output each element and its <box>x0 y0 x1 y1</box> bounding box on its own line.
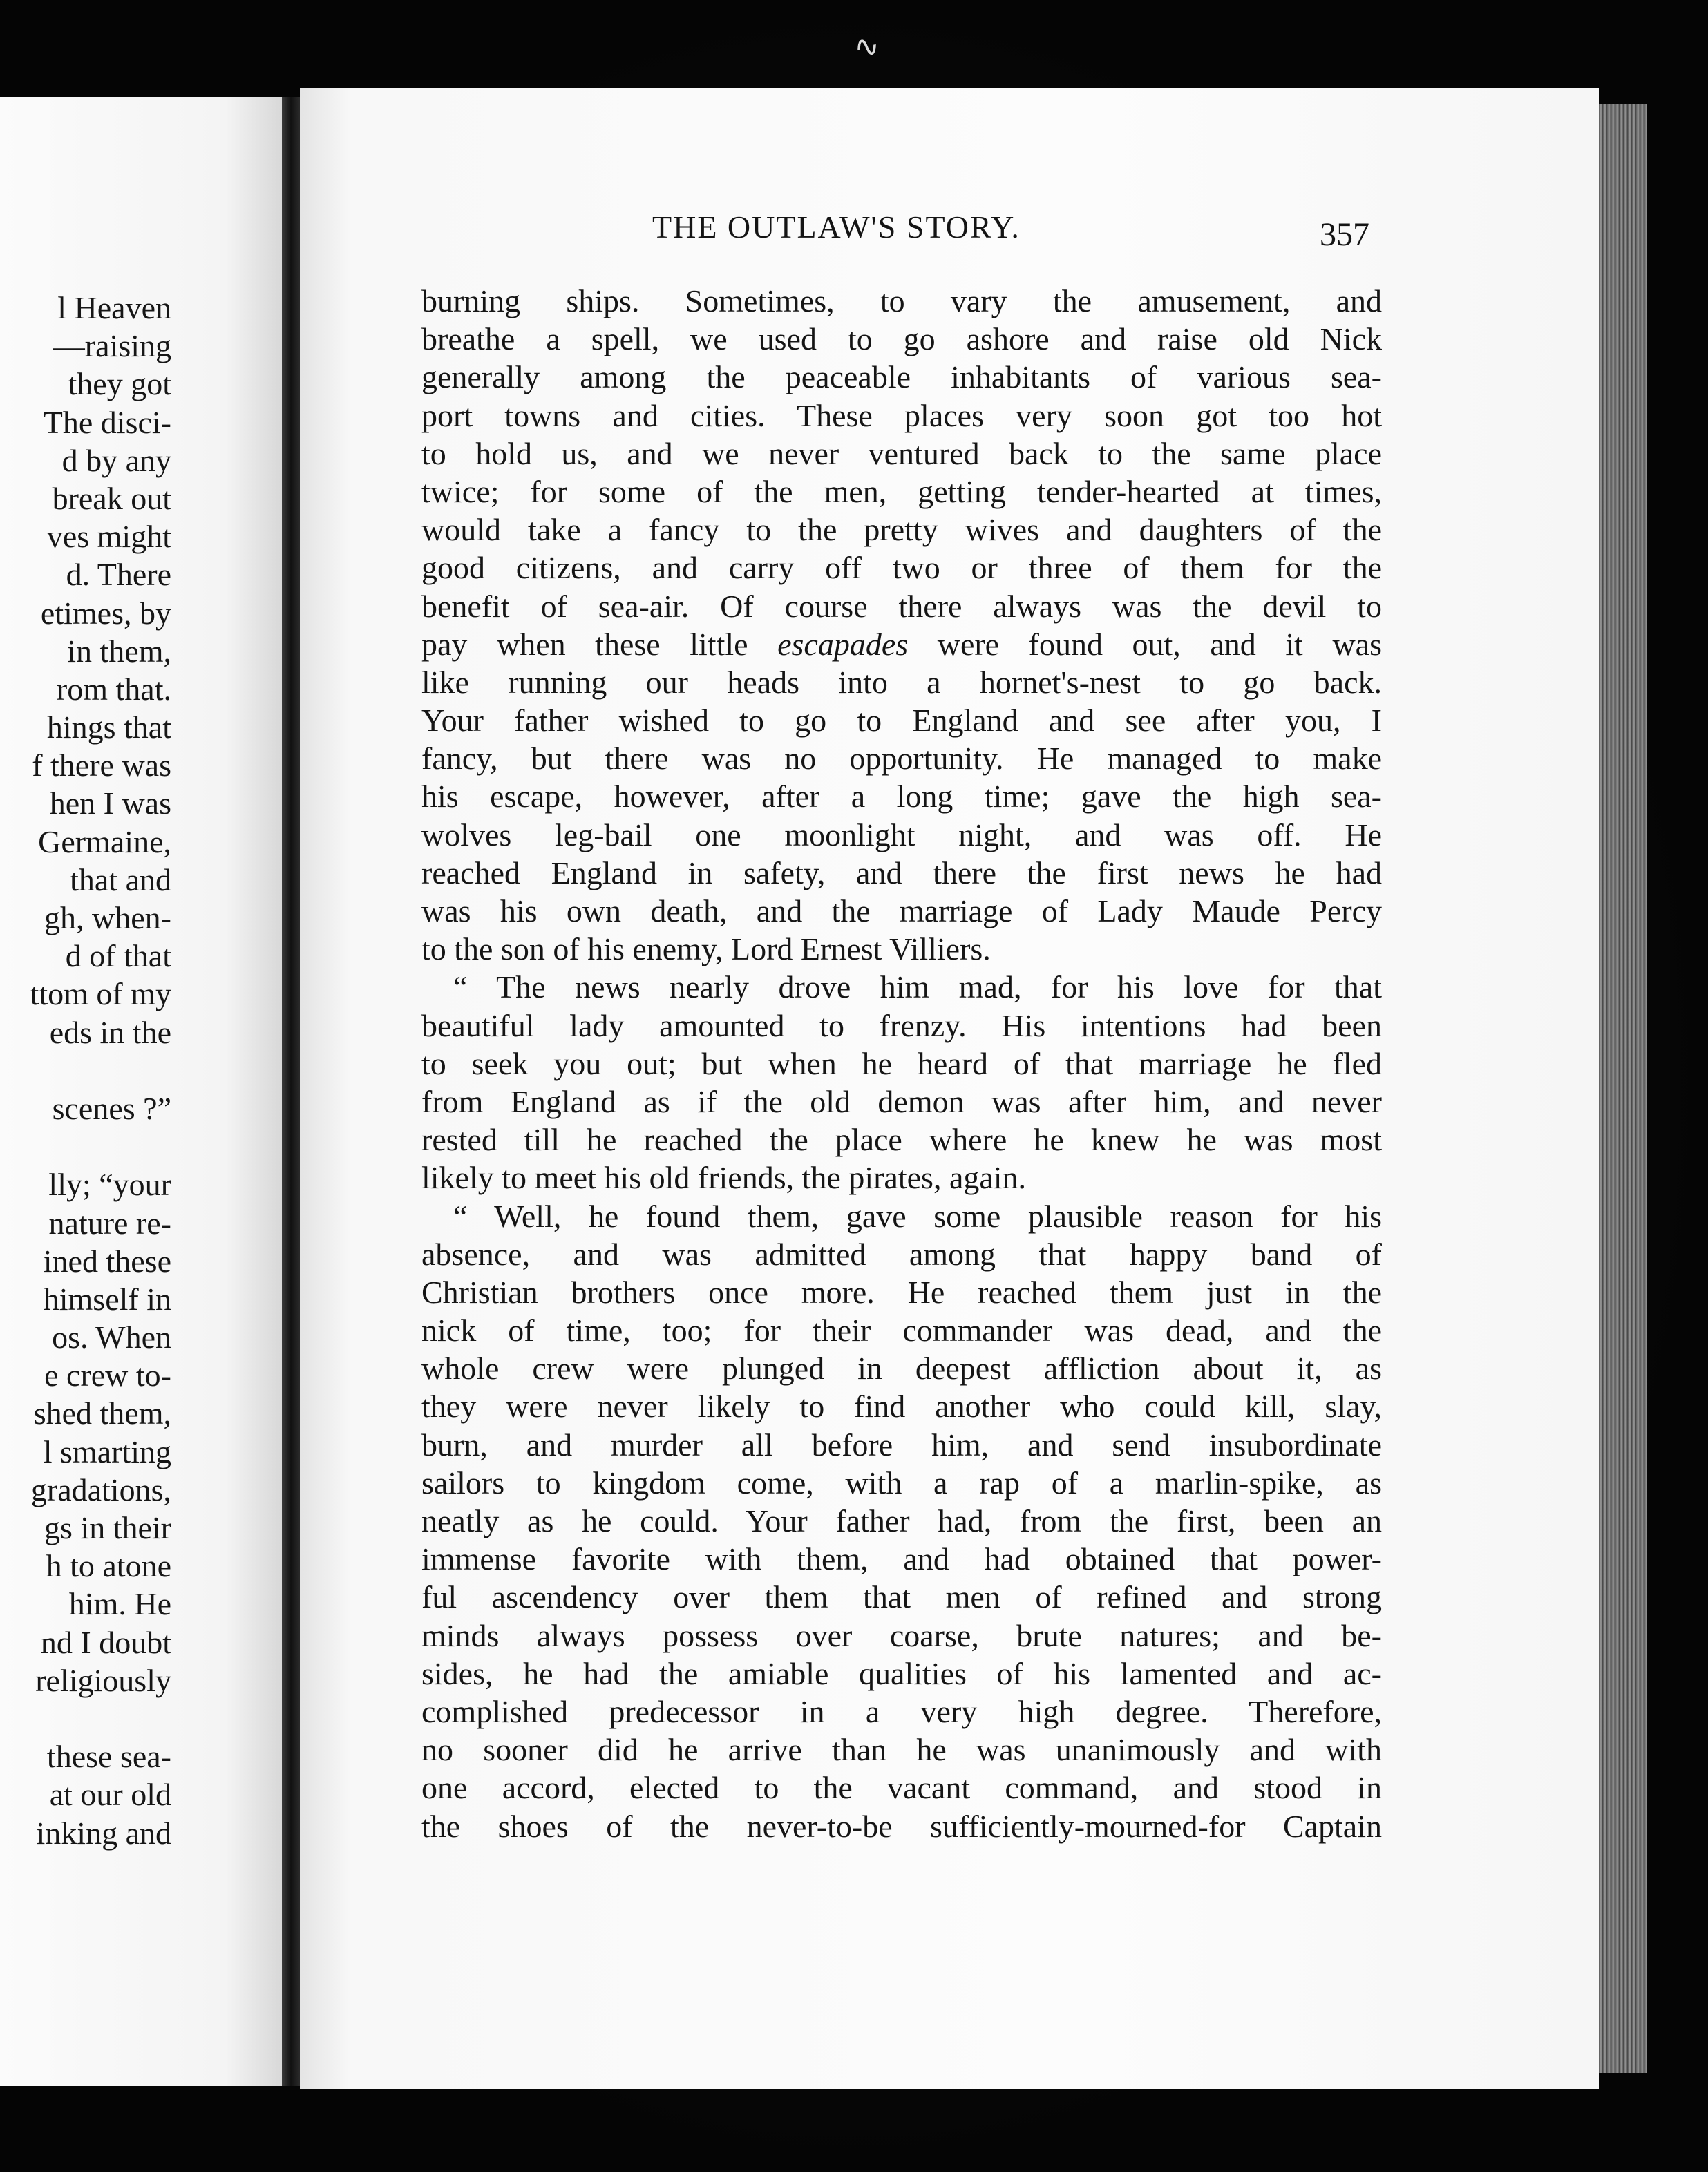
body-line: Christian brothers once more. He reached them just in the <box>421 1274 1382 1310</box>
left-page-text <box>30 289 171 1852</box>
left-page-line: etimes, by <box>40 595 171 631</box>
left-page-line: hings that <box>46 709 171 745</box>
body-line: sides, he had the amiable qualities of his lamented and ac- <box>421 1655 1382 1691</box>
body-line: “ The news nearly drove him mad, for his love for that <box>453 969 1382 1005</box>
body-line <box>421 625 1382 663</box>
body-line: they were never likely to find another who could kill, slay, <box>421 1389 1382 1425</box>
body-line: wolves leg-bail one moonlight night, and was off. He <box>421 817 1382 852</box>
body-line: “ Well, he found them, gave some plausible reason for his <box>453 1198 1382 1234</box>
body-line: beautiful lady amounted to frenzy. His intentions had been <box>421 1007 1382 1043</box>
body-line: ful ascendency over them that men of refined and strong <box>421 1579 1382 1615</box>
body-line: to hold us, and we never ventured back to the same place <box>421 435 1382 471</box>
left-page-line: nature re- <box>48 1205 171 1241</box>
body-line: his escape, however, after a long time; gave the high sea- <box>421 779 1382 814</box>
left-page-line: gs in their <box>44 1510 171 1545</box>
left-page-line: The disci- <box>43 404 171 440</box>
left-page-line: eds in the <box>49 1014 171 1050</box>
body-line: one accord, elected to the vacant command, and stood in <box>421 1770 1382 1806</box>
left-page-line: f there was <box>32 747 171 783</box>
body-line: burning ships. Sometimes, to vary the amusement, and <box>421 283 1382 318</box>
page-number: 357 <box>1320 216 1369 253</box>
body-line: the shoes of the never-to-be sufficiently-mourned-for Captain <box>421 1808 1382 1844</box>
body-line: would take a fancy to the pretty wives and daughters of the <box>421 512 1382 548</box>
body-line: whole crew were plunged in deepest affliction about it, as <box>421 1351 1382 1387</box>
left-page-line: d by any <box>61 442 171 478</box>
body-line: likely to meet his old friends, the pirates, again. <box>421 1160 1027 1196</box>
body-line: absence, and was admitted among that happy band of <box>421 1236 1382 1272</box>
body-line-text: pay when these little <box>421 626 778 662</box>
body-line: to the son of his enemy, Lord Ernest Villiers. <box>421 931 991 967</box>
left-page-line: religiously <box>35 1662 171 1698</box>
left-page-line: at our old <box>49 1777 171 1813</box>
left-page-line: lly; “your <box>48 1167 171 1203</box>
body-line: minds always possess over coarse, brute natures; and be- <box>421 1617 1382 1653</box>
left-page-line: break out <box>52 480 171 516</box>
left-page-line: that and <box>70 861 171 897</box>
body-line: good citizens, and carry off two or three of them for the <box>421 550 1382 586</box>
left-page-line: —raising <box>53 328 171 364</box>
body-line: rested till he reached the place where he knew he was most <box>421 1122 1382 1158</box>
left-page-line: ttom of my <box>30 976 171 1012</box>
body-line: benefit of sea-air. Of course there always was the devil to <box>421 588 1382 624</box>
left-page-line: in them, <box>67 633 171 669</box>
italic-word: escapades <box>777 626 909 662</box>
page-edges <box>1599 104 1647 2073</box>
left-page-line: h to atone <box>46 1548 171 1584</box>
body-line: generally among the peaceable inhabitants of various sea- <box>421 359 1382 395</box>
body-line-text: were found out, and it was <box>908 626 1382 662</box>
left-page-line: himself in <box>43 1281 171 1317</box>
left-page-line: ves might <box>46 519 171 555</box>
left-page-line: ined these <box>43 1243 171 1279</box>
body-line: nick of time, too; for their commander was dead, and the <box>421 1313 1382 1349</box>
left-page-line: l smarting <box>43 1433 171 1469</box>
body-line: was his own death, and the marriage of Lady Maude Percy <box>421 893 1382 928</box>
left-page-line: d of that <box>65 938 171 974</box>
left-page-line: gh, when- <box>44 900 171 935</box>
body-line: like running our heads into a hornet's-nest to go back. <box>421 664 1382 700</box>
left-page-line: gradations, <box>30 1471 171 1507</box>
running-head: THE OUTLAW'S STORY. <box>652 209 1021 245</box>
body-line: no sooner did he arrive than he was unanimously and with <box>421 1732 1382 1768</box>
body-line: sailors to kingdom come, with a rap of a marlin-spike, as <box>421 1465 1382 1501</box>
left-page-line <box>30 1051 171 1089</box>
body-line: Your father wished to go to England and see after you, I <box>421 703 1382 739</box>
body-line: neatly as he could. Your father had, from the first, been an <box>421 1503 1382 1538</box>
book-gutter <box>282 97 300 2086</box>
left-page-line: d. There <box>66 557 171 593</box>
body-line: fancy, but there was no opportunity. He managed to make <box>421 741 1382 777</box>
left-page-line: l Heaven <box>57 290 171 325</box>
left-page-line: hen I was <box>49 785 171 821</box>
body-line: twice; for some of the men, getting tender-hearted at times, <box>421 473 1382 509</box>
left-page-line: nd I doubt <box>40 1624 171 1660</box>
left-page-line: scenes ?” <box>52 1090 171 1126</box>
body-line: to seek you out; but when he heard of that marriage he fled <box>421 1045 1382 1081</box>
left-page-line <box>30 1127 171 1165</box>
left-page-line: rom that. <box>56 671 171 707</box>
scan-mark: ∿ <box>851 28 882 66</box>
body-line: immense favorite with them, and had obtained that power- <box>421 1541 1382 1577</box>
body-line: breathe a spell, we used to go ashore and raise old Nick <box>421 321 1382 357</box>
body-line: port towns and cities. These places very soon got too hot <box>421 397 1382 433</box>
left-page-line: Germaine, <box>38 823 171 859</box>
left-page-line: they got <box>68 366 171 402</box>
body-line: reached England in safety, and there the first news he had <box>421 855 1382 890</box>
left-page-line: inking and <box>36 1815 171 1851</box>
left-page-line: os. When <box>52 1320 171 1355</box>
body-line: complished predecessor in a very high degree. Therefore, <box>421 1693 1382 1729</box>
left-page-line: shed them, <box>33 1395 171 1431</box>
body-line: from England as if the old demon was after him, and never <box>421 1083 1382 1119</box>
left-page <box>0 97 282 2086</box>
left-page-line <box>30 1699 171 1737</box>
left-page-line: e crew to- <box>44 1358 171 1393</box>
left-page-line: him. He <box>68 1586 171 1622</box>
body-text <box>421 282 1382 1845</box>
body-line: burn, and murder all before him, and send insubordinate <box>421 1427 1382 1463</box>
left-page-line: these sea- <box>46 1739 171 1775</box>
